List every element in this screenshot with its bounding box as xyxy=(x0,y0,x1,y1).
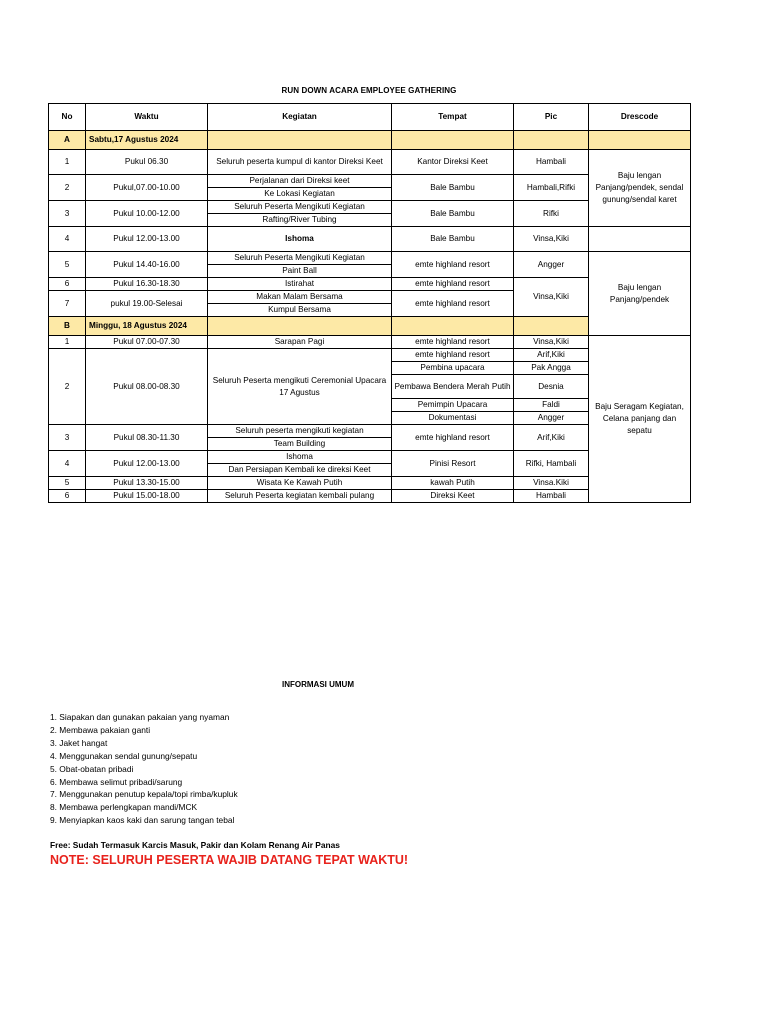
row-tempat: emte highland resort xyxy=(392,336,514,349)
header-waktu: Waktu xyxy=(86,104,208,131)
row-tempat: emte highland resort xyxy=(392,278,514,291)
row-waktu: Pukul 07.00-07.30 xyxy=(86,336,208,349)
row-kegiatan: Perjalanan dari Direksi keet xyxy=(208,175,392,188)
row-waktu: pukul 19.00-Selesai xyxy=(86,291,208,317)
row-no: 4 xyxy=(49,227,86,252)
day-a-label: Sabtu,17 Agustus 2024 xyxy=(86,131,208,150)
row-pic: Hambali,Rifki xyxy=(514,175,589,201)
note-text: NOTE: SELURUH PESERTA WAJIB DATANG TEPAT WAKTU! xyxy=(50,853,409,867)
row-kegiatan: Istirahat xyxy=(208,278,392,291)
header-tempat: Tempat xyxy=(392,104,514,131)
list-item: 3. Jaket hangat xyxy=(50,737,108,748)
row-no: 2 xyxy=(49,349,86,425)
row-kegiatan: Dan Persiapan Kembali ke direksi Keet xyxy=(208,464,392,477)
row-pic: Vinsa.Kiki xyxy=(514,477,589,490)
row-waktu: Pukul 12.00-13.00 xyxy=(86,451,208,477)
row-pic: Rifki, Hambali xyxy=(514,451,589,477)
row-no: 6 xyxy=(49,490,86,503)
info-title: INFORMASI UMUM xyxy=(282,680,354,689)
drescode-cell: Baju lengan Panjang/pendek, sendal gunung/sendal karet xyxy=(589,150,691,227)
row-waktu: Pukul,07.00-10.00 xyxy=(86,175,208,201)
table-row xyxy=(49,252,691,265)
row-tempat: Pinisi Resort xyxy=(392,451,514,477)
row-tempat: Bale Bambu xyxy=(392,201,514,227)
day-b-code: B xyxy=(49,317,86,336)
row-tempat: Pembina upacara xyxy=(392,362,514,375)
row-tempat: kawah Putih xyxy=(392,477,514,490)
row-pic: Faldi xyxy=(514,399,589,412)
list-item: 8. Membawa perlengkapan mandi/MCK xyxy=(50,802,198,813)
row-kegiatan: Kumpul Bersama xyxy=(208,304,392,317)
row-waktu: Pukul 15.00-18.00 xyxy=(86,490,208,503)
day-a-header-row xyxy=(49,131,691,150)
list-item: 9. Menyiapkan kaos kaki dan sarung tangan tebal xyxy=(50,815,235,826)
row-waktu: Pukul 16.30-18.30 xyxy=(86,278,208,291)
row-tempat: Pembawa Bendera Merah Putih xyxy=(392,375,514,399)
list-item: 7. Menggunakan penutup kepala/topi rimba/kupluk xyxy=(50,789,238,800)
header-no: No xyxy=(49,104,86,131)
row-tempat: emte highland resort xyxy=(392,252,514,278)
row-no: 3 xyxy=(49,425,86,451)
row-pic: Arif,Kiki xyxy=(514,425,589,451)
row-pic: Vinsa,Kiki xyxy=(514,336,589,349)
table-row xyxy=(49,150,691,175)
row-pic: Pak Angga xyxy=(514,362,589,375)
row-no: 1 xyxy=(49,150,86,175)
row-kegiatan: Rafting/River Tubing xyxy=(208,214,392,227)
row-tempat: Kantor Direksi Keet xyxy=(392,150,514,175)
row-tempat: emte highland resort xyxy=(392,349,514,362)
row-kegiatan: Seluruh Peserta mengikuti Ceremonial Upacara 17 Agustus xyxy=(208,349,392,425)
row-pic: Rifki xyxy=(514,201,589,227)
row-no: 1 xyxy=(49,336,86,349)
list-item: 4. Menggunakan sendal gunung/sepatu xyxy=(50,750,198,761)
header-drescode: Drescode xyxy=(589,104,691,131)
row-kegiatan: Seluruh peserta kumpul di kantor Direksi Keet xyxy=(208,150,392,175)
day-a-code: A xyxy=(49,131,86,150)
row-waktu: Pukul 10.00-12.00 xyxy=(86,201,208,227)
row-kegiatan: Sarapan Pagi xyxy=(208,336,392,349)
list-item: 1. Siapakan dan gunakan pakaian yang nyaman xyxy=(50,712,230,722)
row-waktu: Pukul 08.00-08.30 xyxy=(86,349,208,425)
row-waktu: Pukul 14.40-16.00 xyxy=(86,252,208,278)
list-item: 5. Obat-obatan pribadi xyxy=(50,763,134,774)
row-kegiatan: Paint Ball xyxy=(208,265,392,278)
row-kegiatan: Wisata Ke Kawah Putih xyxy=(208,477,392,490)
row-waktu: Pukul 13.30-15.00 xyxy=(86,477,208,490)
drescode-cell: Baju Seragam Kegiatan, Celana panjang dan sepatu xyxy=(589,336,691,503)
header-kegiatan: Kegiatan xyxy=(208,104,392,131)
row-pic: Angger xyxy=(514,252,589,278)
table-row xyxy=(49,336,691,349)
drescode-cell: Baju lengan Panjang/pendek xyxy=(589,252,691,336)
row-tempat: Direksi Keet xyxy=(392,490,514,503)
row-no: 4 xyxy=(49,451,86,477)
row-kegiatan: Seluruh peserta mengikuti kegiatan xyxy=(208,425,392,438)
row-pic: Arif,Kiki xyxy=(514,349,589,362)
row-tempat: Bale Bambu xyxy=(392,175,514,201)
row-no: 2 xyxy=(49,175,86,201)
row-waktu: Pukul 12.00-13.00 xyxy=(86,227,208,252)
row-pic: Desnia xyxy=(514,375,589,399)
table-row xyxy=(49,227,691,252)
row-pic: Vinsa,Kiki xyxy=(514,278,589,317)
row-no: 7 xyxy=(49,291,86,317)
row-pic: Vinsa,Kiki xyxy=(514,227,589,252)
row-waktu: Pukul 08.30-11.30 xyxy=(86,425,208,451)
header-pic: Pic xyxy=(514,104,589,131)
row-tempat: Dokumentasi xyxy=(392,412,514,425)
row-kegiatan: Ishoma xyxy=(208,227,392,252)
row-tempat: emte highland resort xyxy=(392,291,514,317)
row-tempat: Bale Bambu xyxy=(392,227,514,252)
list-item: 2. Membawa pakaian ganti xyxy=(50,724,151,735)
row-kegiatan: Team Building xyxy=(208,438,392,451)
list-item: 6. Membawa selimut pribadi/sarung xyxy=(50,776,183,787)
row-no: 5 xyxy=(49,252,86,278)
row-kegiatan: Seluruh Peserta Mengikuti Kegiatan xyxy=(208,252,392,265)
day-b-label: Minggu, 18 Agustus 2024 xyxy=(86,317,208,336)
free-info-text: Free: Sudah Termasuk Karcis Masuk, Pakir dan Kolam Renang Air Panas xyxy=(50,840,340,850)
row-kegiatan: Makan Malam Bersama xyxy=(208,291,392,304)
row-waktu: Pukul 06.30 xyxy=(86,150,208,175)
row-no: 3 xyxy=(49,201,86,227)
row-kegiatan: Seluruh Peserta kegiatan kembali pulang xyxy=(208,490,392,503)
row-kegiatan: Ke Lokasi Kegiatan xyxy=(208,188,392,201)
row-pic: Hambali xyxy=(514,150,589,175)
row-pic: Hambali xyxy=(514,490,589,503)
page-title: RUN DOWN ACARA EMPLOYEE GATHERING xyxy=(281,86,457,95)
info-list xyxy=(50,711,238,827)
row-tempat: Pemimpin Upacara xyxy=(392,399,514,412)
rundown-table xyxy=(48,103,691,503)
row-no: 6 xyxy=(49,278,86,291)
row-kegiatan: Ishoma xyxy=(208,451,392,464)
row-tempat: emte highland resort xyxy=(392,425,514,451)
row-kegiatan: Seluruh Peserta Mengikuti Kegiatan xyxy=(208,201,392,214)
table-header-row xyxy=(49,104,691,131)
row-pic: Angger xyxy=(514,412,589,425)
row-no: 5 xyxy=(49,477,86,490)
